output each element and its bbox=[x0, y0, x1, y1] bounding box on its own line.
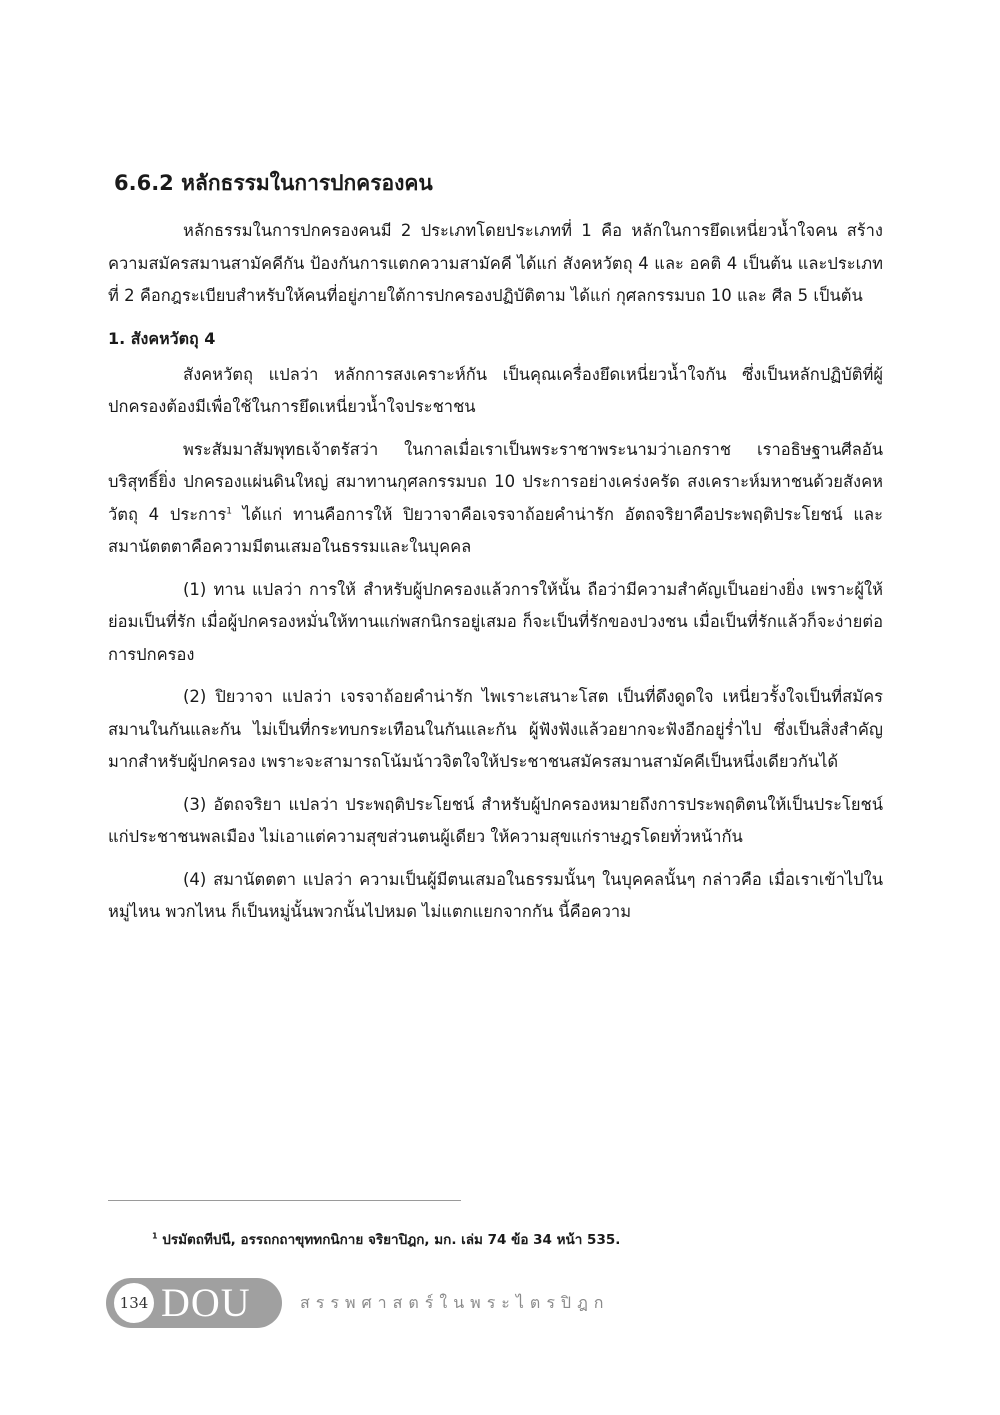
intro-paragraph: หลักธรรมในการปกครองคนมี 2 ประเภทโดยประเภทที่ 1 คือ หลักในการยึดเหนี่ยวน้ำใจคน สร้างความสมัครสมานสามัคคีกัน ป้องกันการแตกความสามัคคี ได้แก่ สังคหวัตถุ 4 และ อคติ 4 เป็นต้น และประเภทที่ 2 คือกฎระเบียบสำหรับให้คนที่อยู่ภายใต้การปกครองปฏิบัติตาม ได้แก่ กุศลกรรมบถ 10 และ ศีล 5 เป็นต้น bbox=[108, 221, 883, 305]
paragraph-item-2-piyavaca: (2) ปิยวาจา แปลว่า เจรจาถ้อยคำน่ารัก ไพเราะเสนาะโสต เป็นที่ดึงดูดใจ เหนี่ยวรั้งใจเป็นที่สมัครสมานในกันและกัน ไม่เป็นที่กระทบกระเทือนในกันและกัน ผู้ฟังฟังแล้วอยากจะฟังอีกอยู่ร่ำไป ซึ่งเป็นสิ่งสำคัญมากสำหรับผู้ปกครอง เพราะจะสามารถโน้มน้าวจิตใจให้ประชาชนสมัครสมานสามัคคีเป็นหนึ่งเดียวกันได้ bbox=[108, 687, 883, 771]
page-number: 134 bbox=[114, 1283, 154, 1323]
footnote bbox=[152, 1228, 620, 1250]
book-title: สรรพศาสตร์ในพระไตรปิฎก bbox=[300, 1293, 610, 1312]
paragraph-item-1-dana: (1) ทาน แปลว่า การให้ สำหรับผู้ปกครองแล้วการให้นั้น ถือว่ามีความสำคัญเป็นอย่างยิ่ง เพราะผู้ให้ย่อมเป็นที่รัก เมื่อผู้ปกครองหมั่นให้ทานแก่พสกนิกรอยู่เสมอ ก็จะเป็นที่รักของปวงชน เมื่อเป็นที่รักแล้วก็จะง่ายต่อการปกครอง bbox=[108, 579, 883, 664]
quote-text-before: พระสัมมาสัมพุทธเจ้าตรัสว่า ในกาลเมื่อเราเป็นพระราชาพระนามว่าเอกราช เราอธิษฐานศีลอันบริสุทธิ์ยิ่ง ปกครองแผ่นดินใหญ่ สมาทานกุศลกรรมบถ 10 ประการอย่างเคร่งครัด สงเคราะห์มหาชนด้วยสังคหวัตถุ 4 ประการ bbox=[108, 439, 883, 524]
dou-logo: DOU bbox=[161, 1280, 251, 1325]
paragraph-buddha-quote bbox=[108, 434, 883, 564]
paragraph-item-3-atthacariya: (3) อัตถจริยา แปลว่า ประพฤติประโยชน์ สำหรับผู้ปกครองหมายถึงการประพฤติตนให้เป็นประโยชน์แก่ประชาชนพลเมือง ไม่เอาแต่ความสุขส่วนตนผู้เดียว ให้ความสุขแก่ราษฎรโดยทั่วหน้ากัน bbox=[108, 794, 883, 846]
quote-text-after: ได้แก่ ทานคือการให้ ปิยวาจาคือเจรจาถ้อยคำน่ารัก อัตถจริยาคือประพฤติประโยชน์ และ สมานัตตตาคือความมีตนเสมอในธรรมและในบุคคล bbox=[108, 504, 884, 556]
page-content bbox=[108, 165, 883, 939]
footnote-reference: 1 bbox=[226, 506, 232, 516]
section-title: 6.6.2 หลักธรรมในการปกครองคน bbox=[114, 171, 433, 195]
footnote-text: ปรมัตถทีปนี, อรรถกถาขุททกนิกาย จริยาปิฎก, มก. เล่ม 74 ข้อ 34 หน้า 535. bbox=[157, 1232, 621, 1248]
paragraph-sangahavatthu-definition: สังคหวัตถุ แปลว่า หลักการสงเคราะห์กัน เป็นคุณเครื่องยึดเหนี่ยวน้ำใจกัน ซึ่งเป็นหลักปฏิบัติที่ผู้ปกครองต้องมีเพื่อใช้ในการยึดเหนี่ยวน้ำใจประชาชน bbox=[108, 364, 883, 416]
subsection-title: 1. สังคหวัตถุ 4 bbox=[108, 328, 216, 348]
page-badge bbox=[106, 1278, 282, 1328]
paragraph-item-4-samanattata: (4) สมานัตตตา แปลว่า ความเป็นผู้มีตนเสมอในธรรมนั้นๆ ในบุคคลนั้นๆ กล่าวคือ เมื่อเราเข้าไปในหมู่ไหน พวกไหน ก็เป็นหมู่นั้นพวกนั้นไปหมด ไม่แตกแยกจากกัน นี้คือความ bbox=[108, 869, 883, 921]
footnote-divider bbox=[108, 1200, 461, 1201]
footnote-mark: 1 bbox=[152, 1231, 158, 1241]
